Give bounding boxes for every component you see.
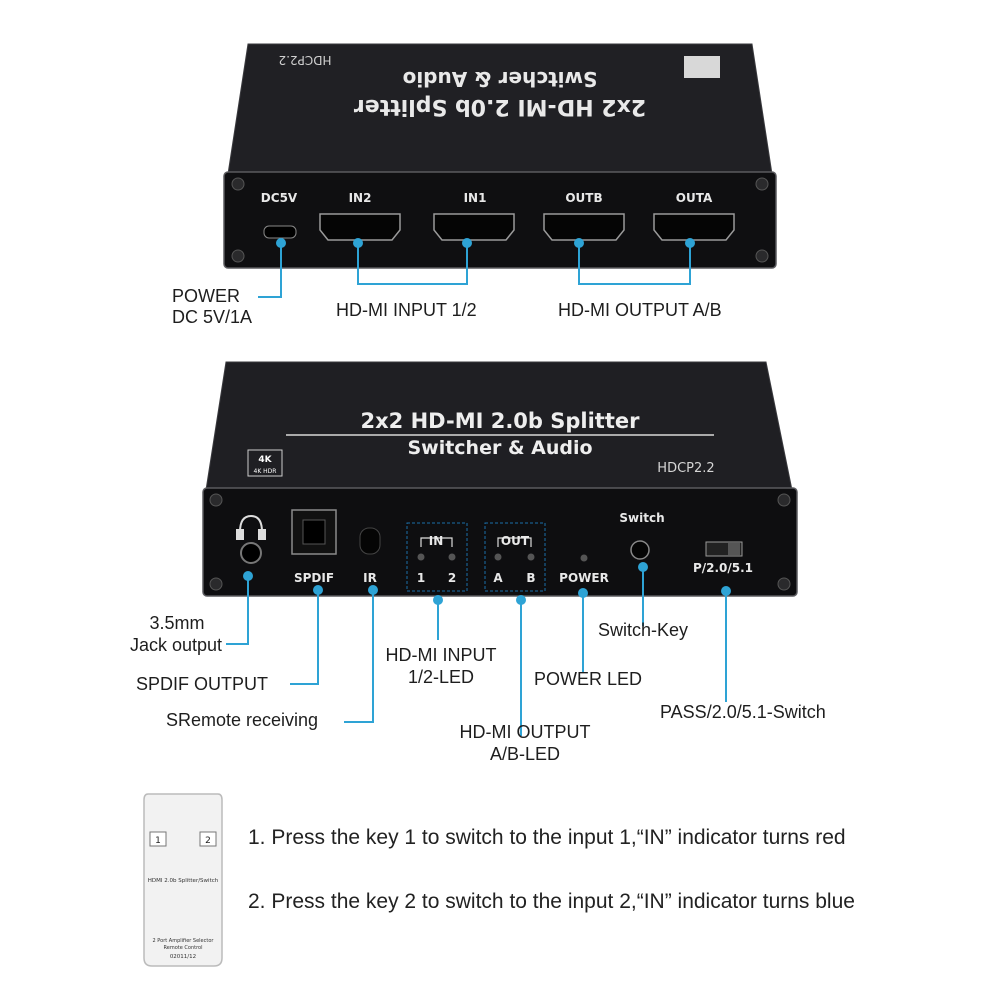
port-label-outb: OUTB (565, 191, 603, 205)
mode-switch-label: P/2.0/5.1 (692, 561, 754, 575)
remote-footer-line1: 2 Port Amplifier Selector (152, 938, 214, 944)
remote-model: 02011/12 (169, 954, 197, 960)
bottom-hdcp-label: HDCP2.2 (657, 461, 715, 476)
callout-output-led (452, 721, 598, 765)
remote-footer-line2: Remote Control (163, 945, 203, 951)
callout-hdmi-input: HD-MI INPUT 1/2 (336, 300, 477, 320)
remote-key-1-label: 1 (155, 836, 161, 846)
spdif-label: SPDIF (293, 571, 335, 585)
callout-switch-key: Switch-Key (598, 620, 689, 640)
callout-input-led-line1: HD-MI INPUT (385, 645, 497, 665)
callout-output-led-line2: A/B-LED (489, 744, 561, 764)
callout-jack (116, 612, 222, 656)
in-led-1-label: 1 (416, 571, 426, 585)
bottom-title-line1: 2x2 HD-MI 2.0b Splitter (360, 409, 640, 433)
port-label-outa: OUTA (675, 191, 713, 205)
callout-input-led (376, 644, 506, 688)
switch-button-label: Switch (619, 511, 665, 525)
instruction-2: 2. Press the key 2 to switch to the input 2,“IN” indicator turns blue (248, 890, 855, 913)
bottom-title-line2: Switcher & Audio (407, 437, 593, 459)
callout-hdmi-output: HD-MI OUTPUT A/B (558, 300, 722, 320)
top-callout-lines (0, 0, 1000, 340)
remote-caption: HDMI 2.0b Splitter/Switch (147, 878, 219, 884)
callout-input-led-line2: 1/2-LED (407, 667, 475, 687)
in-led-2-label: 2 (447, 571, 457, 585)
callout-jack-line1: 3.5mm (149, 613, 205, 633)
out-led-b-label: B (526, 571, 536, 585)
power-led-label: POWER (559, 571, 609, 585)
callout-power-line1: POWER (172, 286, 241, 306)
callout-power-line2: DC 5V/1A (172, 307, 253, 327)
remote-control (142, 790, 224, 970)
in-group-label: IN (428, 534, 444, 548)
callout-mode-switch: PASS/2.0/5.1-Switch (660, 702, 826, 722)
remote-key-2-label: 2 (205, 836, 211, 846)
port-label-in1: IN1 (463, 191, 487, 205)
bottom-4k-badge-text: 4K (258, 455, 272, 465)
bottom-4k-badge-subtext: 4K HDR (253, 468, 277, 475)
callout-power (172, 286, 252, 328)
ir-label: IR (363, 571, 377, 585)
out-group-label: OUT (500, 534, 530, 548)
out-led-a-label: A (493, 571, 503, 585)
instruction-1: 1. Press the key 1 to switch to the input 1,“IN” indicator turns red (248, 826, 846, 849)
port-label-in2: IN2 (348, 191, 372, 205)
top-title-line1: 2x2 HD-MI 2.0b Splitter (353, 94, 647, 119)
top-hdcp-label: HDCP2.2 (278, 53, 332, 67)
callout-remote-receiving: SRemote receiving (166, 710, 319, 730)
callout-jack-line2: Jack output (129, 635, 222, 655)
port-label-dc5v: DC5V (260, 191, 298, 205)
callout-output-led-line1: HD-MI OUTPUT (459, 722, 591, 742)
callout-spdif: SPDIF OUTPUT (136, 674, 269, 694)
callout-power-led: POWER LED (534, 669, 643, 689)
top-title-line2: Switcher & Audio (402, 67, 598, 91)
